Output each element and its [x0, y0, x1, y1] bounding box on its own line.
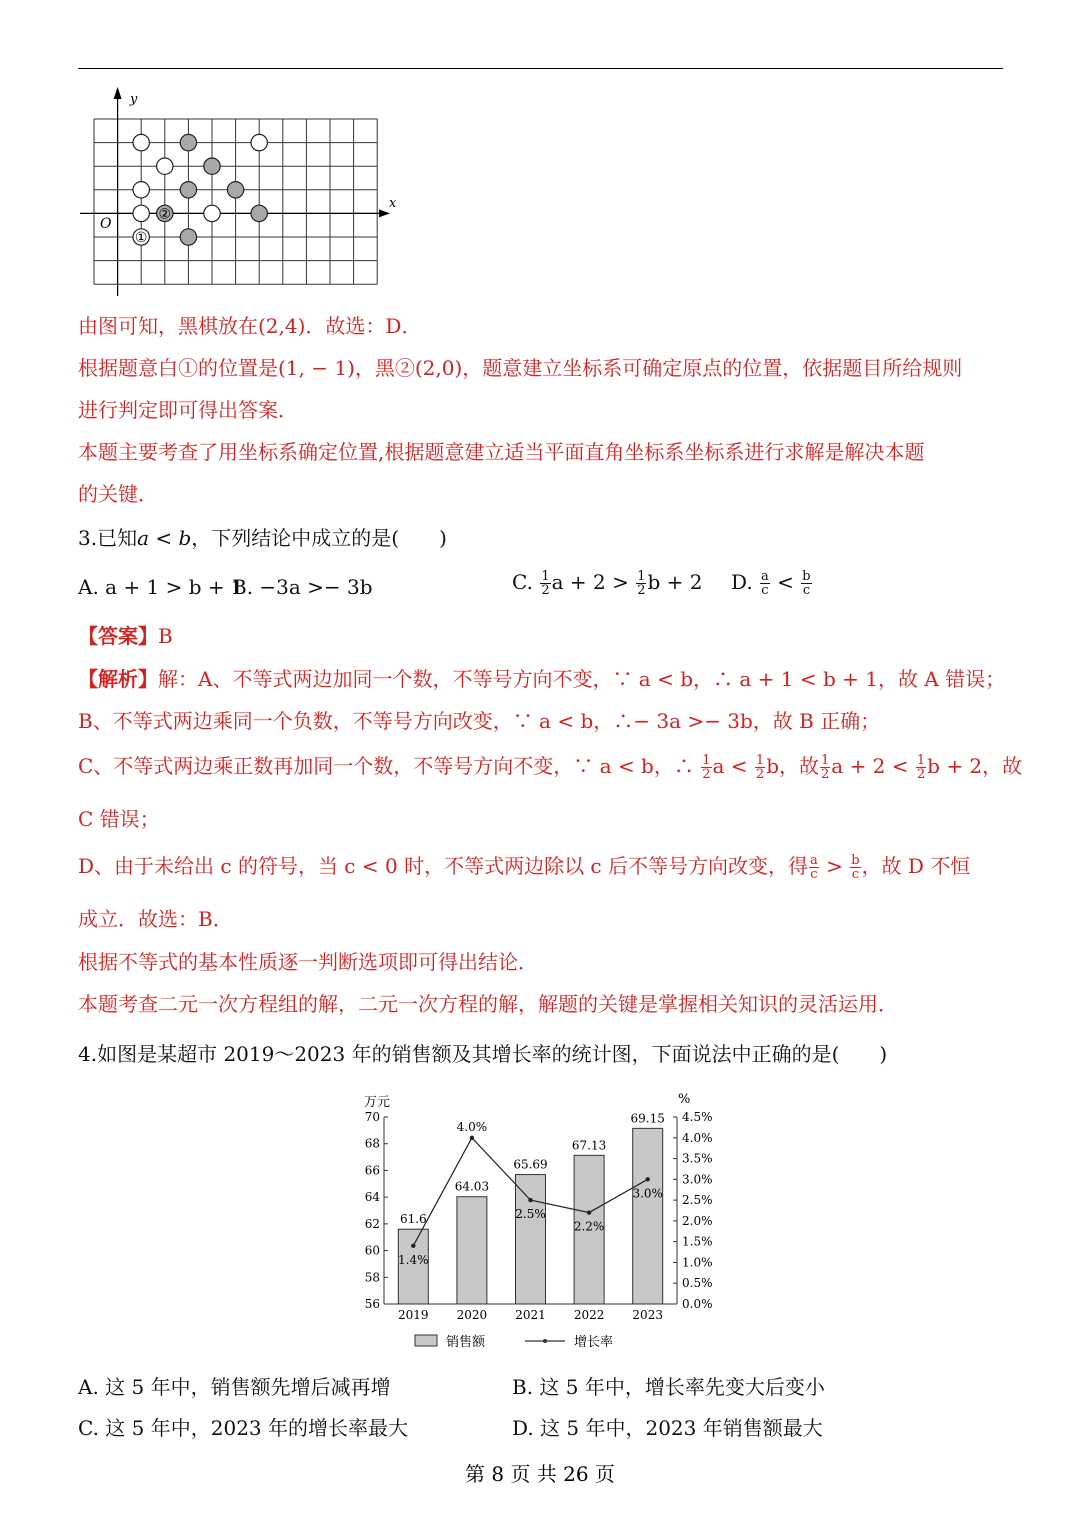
right-axis-unit: %: [678, 1092, 691, 1107]
white-stone: [251, 134, 267, 150]
bar: [457, 1197, 487, 1304]
bar-value-label: 64.03: [454, 1179, 490, 1194]
growth-point: [411, 1244, 415, 1248]
left-tick-label: 70: [364, 1110, 380, 1124]
black-stone: [180, 134, 196, 150]
sol2-line5: 的关键．: [78, 482, 158, 506]
right-tick-label: 3.5%: [682, 1151, 713, 1166]
bar-value-label: 61.6: [399, 1212, 427, 1227]
sol2-line4: 本题主要考查了用坐标系确定位置,根据题意建立适当平面直角坐标系坐标系进行求解是解决本题: [78, 440, 925, 464]
growth-point: [528, 1198, 532, 1202]
sol2-line2: 根据题意白①的位置是(1, − 1)，黑②(2,0)，题意建立坐标系可确定原点的位置，依据题目所给规则: [78, 356, 963, 380]
left-tick-label: 60: [364, 1243, 380, 1258]
legend-line-dot: [543, 1339, 547, 1343]
q3-answer: 【答案】B: [78, 624, 173, 648]
q4-option-a: A. 这 5 年中，销售额先增后减再增: [78, 1375, 391, 1399]
y-axis-label: y: [130, 92, 138, 107]
white-stone: [133, 134, 149, 150]
sol2-line3: 进行判定即可得出答案．: [78, 398, 298, 422]
sales-chart: [340, 1085, 740, 1360]
q3-option-a: A. a + 1 > b + 1: [78, 575, 244, 599]
right-tick-label: 3.0%: [682, 1172, 713, 1187]
q4-stem: 4.如图是某超市 2019～2023 年的销售额及其增长率的统计图，下面说法中正确的是( ): [78, 1042, 888, 1066]
left-tick-label: 64: [364, 1190, 380, 1205]
growth-label: 1.4%: [398, 1252, 429, 1267]
bar: [516, 1175, 546, 1304]
growth-label: 3.0%: [632, 1186, 663, 1201]
black-stone: [180, 229, 196, 245]
q3-analysis-6: 成立．故选：B．: [78, 907, 233, 931]
right-tick-label: 2.5%: [682, 1193, 713, 1208]
growth-point: [470, 1136, 474, 1140]
q3-option-d: D. $\frac{a}{c}$ < $\frac{b}{c}$: [731, 569, 811, 598]
category-label: 2023: [632, 1308, 663, 1322]
black-stone: [204, 158, 220, 174]
stone-marker: ②: [158, 206, 172, 223]
q3-analysis-7: 根据不等式的基本性质逐一判断选项即可得出结论．: [78, 950, 538, 974]
growth-point: [646, 1177, 650, 1181]
right-tick-label: 4.5%: [682, 1110, 713, 1124]
q4-option-c: C. 这 5 年中，2023 年的增长率最大: [78, 1416, 408, 1440]
category-label: 2022: [573, 1308, 605, 1322]
growth-label: 2.2%: [573, 1219, 605, 1234]
white-stone: [157, 158, 173, 174]
black-stone: [227, 182, 243, 198]
left-axis-unit: 万元: [364, 1095, 391, 1110]
bar-value-label: 65.69: [513, 1157, 548, 1172]
stone-marker: ①: [134, 230, 148, 246]
q3-stem: 3.已知a < b，下列结论中成立的是( ): [78, 526, 447, 550]
black-stone: [180, 182, 196, 198]
white-stone: [204, 205, 220, 221]
left-tick-label: 68: [364, 1136, 380, 1151]
growth-point: [587, 1210, 591, 1214]
right-tick-label: 1.0%: [682, 1255, 713, 1270]
bar-value-label: 67.13: [571, 1138, 607, 1153]
right-tick-label: 2.0%: [682, 1213, 713, 1228]
legend-line-label: 增长率: [574, 1335, 614, 1350]
growth-label: 4.0%: [456, 1119, 488, 1134]
left-tick-label: 56: [364, 1297, 380, 1311]
q3-option-c: C. $\frac{1}{2}$ a + 2 > $\frac{1}{2}$ b + 2: [512, 569, 703, 598]
left-tick-label: 58: [364, 1270, 380, 1285]
category-label: 2019: [398, 1308, 429, 1322]
right-tick-label: 4.0%: [682, 1130, 713, 1145]
q4-option-b: B. 这 5 年中，增长率先变大后变小: [512, 1375, 825, 1399]
category-label: 2020: [456, 1308, 488, 1322]
x-axis-label: x: [389, 196, 397, 211]
y-axis-arrow: [114, 87, 122, 99]
q3-analysis-3: C、不等式两边乘正数再加同一个数，不等号方向不变，∵ a < b，∴ $\frac{1}{2}$ a < $\frac{1}{2}$ b，故 $\frac{1}{2}$ a + 2 < $\frac{1}{2}$ b + 2，故: [78, 753, 1023, 782]
white-stone: [133, 205, 149, 221]
legend-bar-label: 销售额: [446, 1335, 486, 1350]
q3-analysis-5: D、由于未给出 c 的符号，当 c < 0 时，不等式两边除以 c 后不等号方向改变，得 $\frac{a}{c}$ > $\frac{b}{c}$ ，故 D 不恒: [78, 853, 971, 882]
page-footer: 第 8 页 共 26 页: [465, 1462, 615, 1486]
coordinate-grid-figure: [78, 82, 408, 300]
black-stone: [251, 205, 267, 221]
q3-analysis-1: 【解析】解：A、不等式两边加同一个数，不等号方向不变，∵ a < b，∴ a + 1 < b + 1，故 A 错误；: [78, 667, 1006, 691]
left-tick-label: 66: [364, 1163, 380, 1178]
sol2-line1: 由图可知，黑棋放在(2,4)．故选：D．: [78, 314, 422, 338]
q3-analysis-2: B、不等式两边乘同一个负数，不等号方向改变，∵ a < b，∴− 3a >− 3b，故 B 正确；: [78, 709, 881, 733]
q3-analysis-4: C 错误；: [78, 807, 160, 831]
bar-value-label: 69.15: [630, 1111, 665, 1126]
origin-label: O: [100, 216, 112, 232]
growth-label: 2.5%: [515, 1207, 546, 1222]
legend-bar-swatch: [415, 1335, 437, 1346]
right-tick-label: 1.5%: [682, 1234, 713, 1249]
right-tick-label: 0.0%: [682, 1297, 713, 1311]
left-tick-label: 62: [364, 1216, 380, 1231]
right-tick-label: 0.5%: [682, 1276, 713, 1291]
bar: [633, 1128, 663, 1304]
q4-option-d: D. 这 5 年中，2023 年销售额最大: [512, 1416, 823, 1440]
q3-option-b: B. −3a >− 3b: [232, 575, 373, 599]
category-label: 2021: [515, 1308, 546, 1322]
q3-analysis-8: 本题考查二元一次方程组的解，二元一次方程的解，解题的关键是掌握相关知识的灵活运用．: [78, 992, 898, 1016]
white-stone: [133, 182, 149, 198]
header-rule: [78, 68, 1003, 69]
